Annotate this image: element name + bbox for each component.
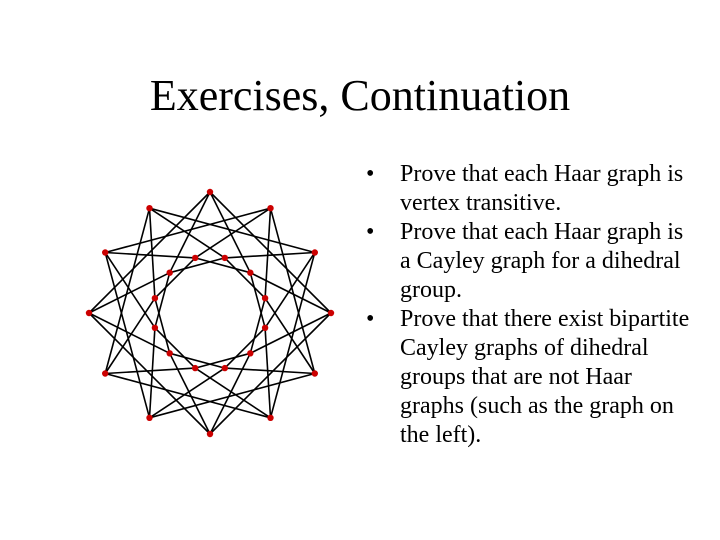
graph-edge — [105, 368, 195, 373]
graph-edge — [155, 258, 195, 298]
outer-vertex — [102, 370, 108, 376]
graph-edge — [225, 258, 265, 298]
inner-vertex — [192, 365, 198, 371]
inner-vertex — [192, 255, 198, 261]
inner-vertex — [262, 295, 268, 301]
outer-vertex — [312, 249, 318, 255]
graph-edge — [225, 253, 315, 258]
outer-vertex — [267, 415, 273, 421]
graph-edge — [150, 328, 155, 418]
inner-vertex — [247, 270, 253, 276]
outer-vertex — [146, 415, 152, 421]
graph-edge — [150, 208, 155, 298]
outer-vertex — [267, 205, 273, 211]
outer-vertex — [207, 431, 213, 437]
exercise-item: • Prove that each Haar graph is vertex transitive. — [366, 160, 696, 218]
cayley-graph-diagram — [60, 170, 380, 470]
graph-edge — [225, 328, 265, 368]
exercise-item: • Prove that there exist bipartite Cayley graphs of dihedral groups that are not Haar graphs (such as the graph on the left). — [366, 305, 696, 450]
outer-vertex — [146, 205, 152, 211]
graph-edge — [105, 253, 195, 258]
outer-vertex — [86, 310, 92, 316]
graph-edge — [225, 368, 315, 373]
slide-title: Exercises, Continuation — [149, 71, 571, 120]
graph-edges — [89, 192, 331, 434]
outer-vertex — [207, 189, 213, 195]
exercise-list — [366, 160, 696, 450]
exercise-item: • Prove that each Haar graph is a Cayley graph for a dihedral group. — [366, 218, 696, 305]
inner-vertex — [167, 270, 173, 276]
inner-vertex — [152, 325, 158, 331]
inner-vertex — [262, 325, 268, 331]
inner-vertex — [152, 295, 158, 301]
outer-vertex — [312, 370, 318, 376]
graph-edge — [265, 208, 270, 298]
outer-vertex — [328, 310, 334, 316]
inner-vertex — [247, 350, 253, 356]
inner-vertex — [222, 365, 228, 371]
graph-vertices — [86, 189, 334, 437]
outer-vertex — [102, 249, 108, 255]
inner-vertex — [167, 350, 173, 356]
graph-edge — [155, 328, 195, 368]
graph-edge — [265, 328, 270, 418]
inner-vertex — [222, 255, 228, 261]
